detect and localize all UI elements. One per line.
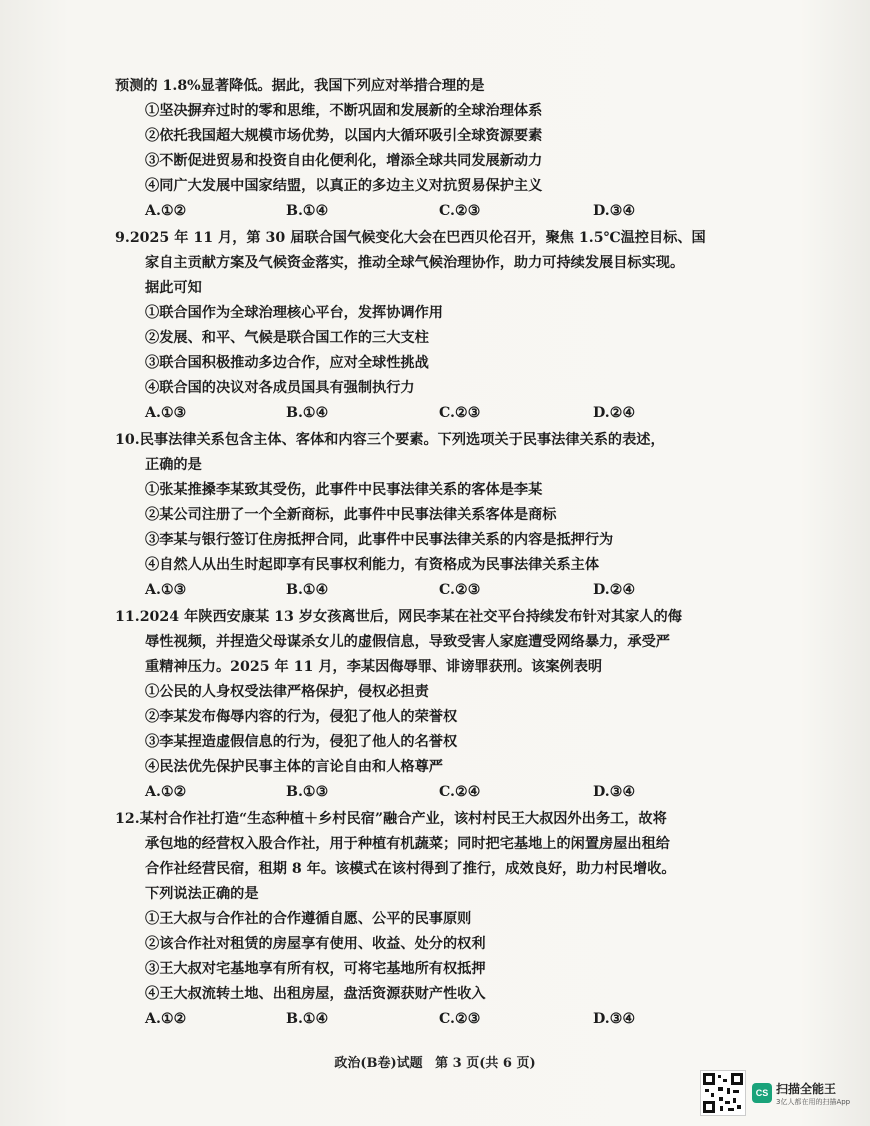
q10-choice-c: C.②③ [439,582,481,598]
q12-number: 12. [115,811,140,827]
scanner-watermark [700,1068,860,1118]
q12-choice-a: A.①② [145,1011,187,1027]
scanner-subtitle: 3亿人都在用的扫描App [776,1097,851,1106]
q10-choice-d: D.②④ [593,582,636,598]
q12-option-3: ③王大叔对宅基地享有所有权，可将宅基地所有权抵押 [145,961,486,977]
q10-choices [115,578,705,603]
q11-stem-line-1 [115,605,705,630]
q11-option-2: ②李某发布侮辱内容的行为，侵犯了他人的荣誉权 [145,709,458,725]
scanner-text [776,1080,850,1107]
question-10 [115,428,705,603]
q10-stem-line-1 [115,428,705,453]
q12-stem-line-3: 合作社经营民宿，租期 8 年。该模式在该村得到了推行，成效良好，助力村民增收。 [145,861,676,877]
q9-choice-a: A.①③ [145,405,187,421]
question-8-continued [115,74,705,224]
q11-choice-b: B.①③ [286,784,329,800]
q9-choice-c: C.②③ [439,405,481,421]
q11-option-1: ①公民的人身权受法律严格保护，侵权必担责 [145,684,429,700]
q10-stem-line-2: 正确的是 [145,457,202,473]
q8-stem-line: 预测的 1.8%显著降低。据此，我国下列应对举措合理的是 [115,78,485,94]
footer-subject: 政治(B卷)试题 [334,1056,423,1071]
q10-number: 10. [115,432,140,448]
q9-stem-text-1: 2025 年 11 月，第 30 届联合国气候变化大会在巴西贝伦召开，聚焦 1.5℃温控目标、国 [129,230,706,246]
questions-area [115,74,705,1034]
q12-stem-line-4: 下列说法正确的是 [145,886,259,902]
q12-choice-b: B.①④ [286,1011,329,1027]
q11-choice-c: C.②④ [439,784,481,800]
camscanner-logo-icon: CS [752,1083,772,1103]
q12-option-4: ④王大叔流转土地、出租房屋，盘活资源获财产性收入 [145,986,486,1002]
q8-choice-b: B.①④ [286,203,329,219]
q12-stem-text-1: 某村合作社打造“生态种植＋乡村民宿”融合产业，该村村民王大叔因外出务工，故将 [139,811,667,827]
q12-stem-line-2: 承包地的经营权入股合作社，用于种植有机蔬菜；同时把宅基地上的闲置房屋出租给 [145,836,670,852]
q12-stem-line-1 [115,807,705,832]
question-9 [115,226,705,426]
q9-option-3: ③联合国积极推动多边合作，应对全球性挑战 [145,355,429,371]
q12-option-1: ①王大叔与合作社的合作遵循自愿、公平的民事原则 [145,911,472,927]
q8-option-3: ③不断促进贸易和投资自由化便利化，增添全球共同发展新动力 [145,153,543,169]
q10-option-2: ②某公司注册了一个全新商标，此事件中民事法律关系客体是商标 [145,507,557,523]
q11-option-3: ③李某捏造虚假信息的行为，侵犯了他人的名誉权 [145,734,458,750]
q11-stem-line-2: 辱性视频，并捏造父母谋杀女儿的虚假信息，导致受害人家庭遭受网络暴力，承受严 [145,634,670,650]
q11-choice-a: A.①② [145,784,187,800]
q10-stem-text-1: 民事法律关系包含主体、客体和内容三个要素。下列选项关于民事法律关系的表述， [139,432,665,448]
q10-choice-b: B.①④ [286,582,329,598]
q9-option-2: ②发展、和平、气候是联合国工作的三大支柱 [145,330,429,346]
q9-option-4: ④联合国的决议对各成员国具有强制执行力 [145,380,415,396]
q9-choice-d: D.②④ [593,405,636,421]
q11-option-4: ④民法优先保护民事主体的言论自由和人格尊严 [145,759,443,775]
q9-choice-b: B.①④ [286,405,329,421]
q8-choice-c: C.②③ [439,203,481,219]
q10-option-3: ③李某与银行签订住房抵押合同，此事件中民事法律关系的内容是抵押行为 [145,532,614,548]
q8-choice-a: A.①② [145,203,187,219]
q11-number: 11. [115,609,140,625]
q9-stem-line-1 [115,226,705,251]
q9-stem-line-2: 家自主贡献方案及气候资金落实，推动全球气候治理协作，助力可持续发展目标实现。 [145,255,685,271]
q12-choice-d: D.③④ [593,1011,636,1027]
q11-stem-line-3: 重精神压力。2025 年 11 月，李某因侮辱罪、诽谤罪获刑。该案例表明 [145,659,603,675]
q9-option-1: ①联合国作为全球治理核心平台，发挥协调作用 [145,305,443,321]
scanner-title: 扫描全能王 [776,1081,837,1096]
q11-choice-d: D.③④ [593,784,636,800]
q8-choices [115,199,705,224]
q8-option-1: ①坚决摒弃过时的零和思维，不断巩固和发展新的全球治理体系 [145,103,543,119]
question-12 [115,807,705,1032]
q11-choices [115,780,705,805]
q9-stem-line-3: 据此可知 [145,280,202,296]
q11-stem-text-1: 2024 年陕西安康某 13 岁女孩离世后，网民李某在社交平台持续发布针对其家人的侮 [139,609,682,625]
question-11 [115,605,705,805]
q8-choice-d: D.③④ [593,203,636,219]
q12-choices [115,1007,705,1032]
q10-option-1: ①张某推搡李某致其受伤，此事件中民事法律关系的客体是李某 [145,482,543,498]
q9-choices [115,401,705,426]
footer-page-number: 第 3 页(共 6 页) [435,1056,536,1071]
q10-option-4: ④自然人从出生时起即享有民事权利能力，有资格成为民事法律关系主体 [145,557,600,573]
q12-choice-c: C.②③ [439,1011,481,1027]
q8-option-4: ④同广大发展中国家结盟，以真正的多边主义对抗贸易保护主义 [145,178,543,194]
q10-choice-a: A.①③ [145,582,187,598]
q12-option-2: ②该合作社对租赁的房屋享有使用、收益、处分的权利 [145,936,486,952]
q8-option-2: ②依托我国超大规模市场优势，以国内大循环吸引全球资源要素 [145,128,543,144]
qr-code-icon [700,1070,746,1116]
q9-number: 9. [115,230,130,246]
